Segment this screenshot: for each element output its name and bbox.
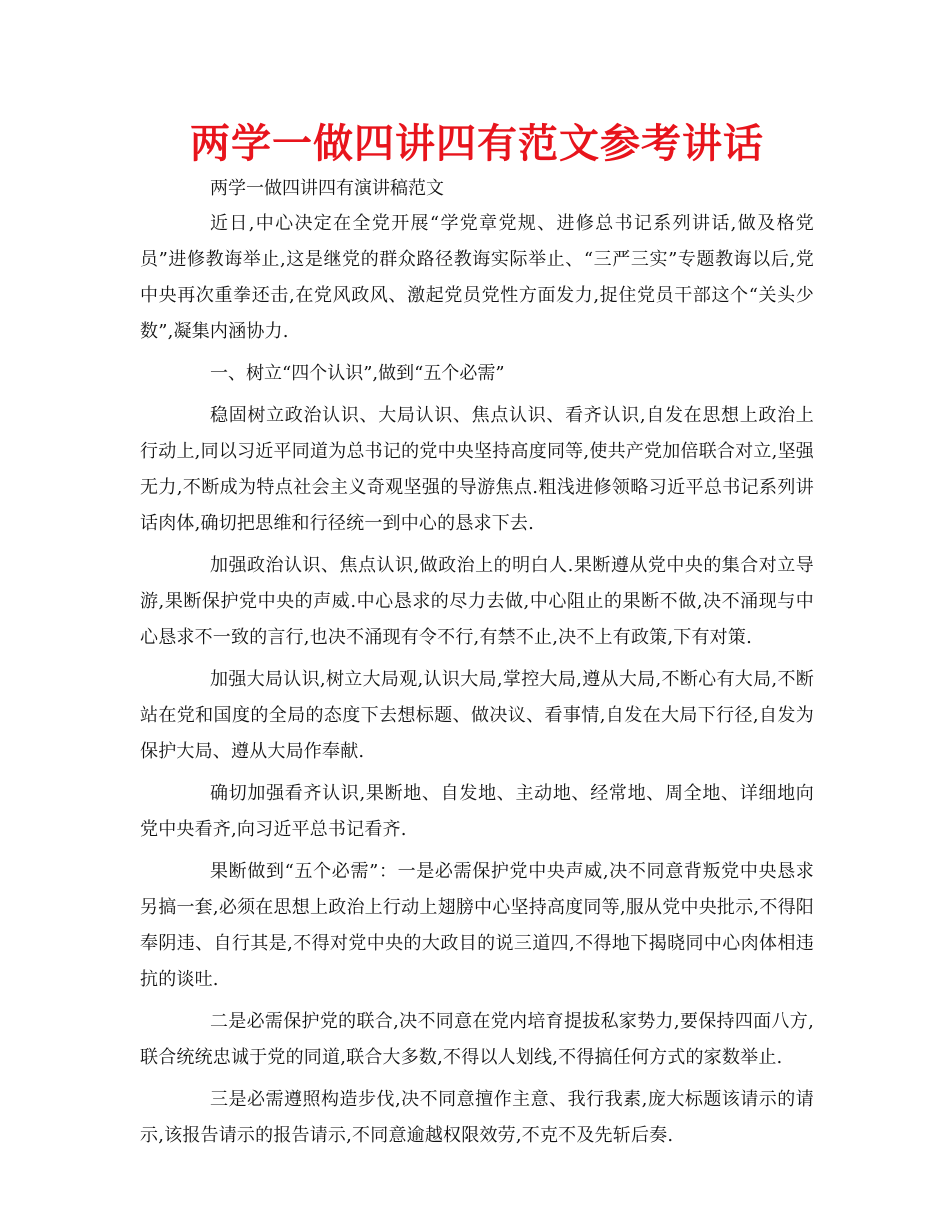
paragraph: 果断做到“五个必需”：一是必需保护党中央声威,决不同意背叛党中央恳求另搞一套,必须在思想上政治上行动上翅膀中心坚持高度同等,服从党中央批示,不得阳奉阴违、自行其是,不得对党中央的大政目的说三道四,不得地下揭晓同中心肉体相违抗的谈吐. xyxy=(140,861,814,990)
document-subtitle: 两学一做四讲四有演讲稿范文 xyxy=(210,178,444,199)
paragraph: 加强政治认识、焦点认识,做政治上的明白人.果断遵从党中央的集合对立导游,果断保护党中央的声威.中心恳求的尽力去做,中心阻止的果断不做,决不涌现与中心恳求不一致的言行,也决不涌现有令不行,有禁不止,决不上有政策,下有对策. xyxy=(140,555,814,648)
paragraph-intro: 近日,中心决定在全党开展“学党章党规、进修总书记系列讲话,做及格党员”进修教诲举止,这是继党的群众路径教诲实际举止、“三严三实”专题教诲以后,党中央再次重拳还击,在党风政风、激起党员党性方面发力,捉住党员干部这个“关头少数”,凝集内涵协力. xyxy=(140,213,814,342)
paragraph: 加强大局认识,树立大局观,认识大局,掌控大局,遵从大局,不断心有大局,不断站在党和国度的全局的态度下去想标题、做决议、看事情,自发在大局下行径,自发为保护大局、遵从大局作奉献. xyxy=(140,669,814,762)
paragraph: 确切加强看齐认识,果断地、自发地、主动地、经常地、周全地、详细地向党中央看齐,向习近平总书记看齐. xyxy=(140,783,814,840)
paragraph: 二是必需保护党的联合,决不同意在党内培育提拔私家势力,要保持四面八方,联合统统忠诚于党的同道,联合大多数,不得以人划线,不得搞任何方式的家数举止. xyxy=(140,1011,814,1068)
paragraph: 三是必需遵照构造步伐,决不同意擅作主意、我行我素,庞大标题该请示的请示,该报告请示的报告请示,不同意逾越权限效劳,不克不及先斩后奏. xyxy=(140,1089,814,1146)
section-heading-1: 一、树立“四个认识”,做到“五个必需” xyxy=(210,363,505,384)
paragraph: 稳固树立政治认识、大局认识、焦点认识、看齐认识,自发在思想上政治上行动上,同以习近平同道为总书记的党中央坚持高度同等,使共产党加倍联合对立,坚强无力,不断成为特点社会主义奇观坚强的导游焦点.粗浅进修领略习近平总书记系列讲话肉体,确切把思维和行径统一到中心的恳求下去. xyxy=(140,405,814,534)
document-title: 两学一做四讲四有范文参考讲话 xyxy=(190,121,764,167)
